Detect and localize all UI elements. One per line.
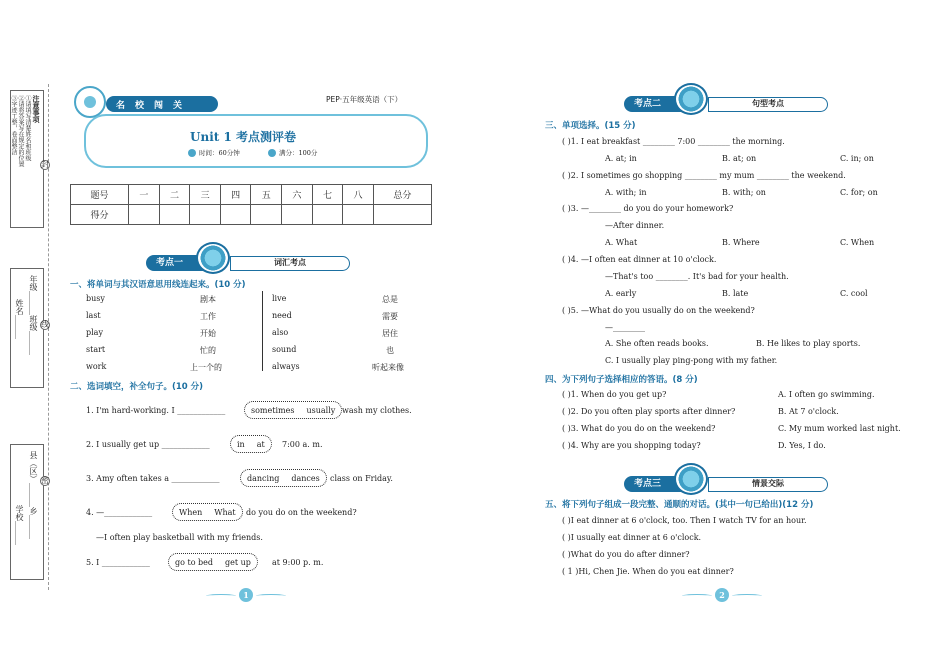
option: C. I usually play ping-pong with my father. — [605, 356, 778, 365]
brand-banner — [106, 96, 218, 112]
score-label: 满分：100分 — [279, 149, 318, 157]
score-cell[interactable] — [373, 205, 431, 225]
table-cell: 总分 — [373, 185, 431, 205]
word: need — [272, 311, 292, 320]
trophy-icon — [268, 149, 276, 157]
word: work — [86, 362, 107, 371]
answer-option: C. My mum worked last night. — [778, 424, 901, 433]
question-tail: wash my clothes. — [342, 406, 412, 415]
option: C. in; on — [840, 154, 874, 163]
choice: sometimes — [251, 405, 295, 415]
table-cell: 八 — [343, 185, 374, 205]
section-tag-vocab — [146, 252, 356, 274]
table-cell: 五 — [251, 185, 282, 205]
table-cell: 二 — [159, 185, 190, 205]
wave-decor — [732, 594, 762, 598]
dialogue-line: ( 1 )Hi, Chen Jie. When do you eat dinner? — [562, 567, 734, 576]
choice: at — [256, 439, 265, 449]
brand-char: 名 — [116, 100, 126, 111]
section-tag-sentence — [624, 93, 834, 115]
page-number-label: 1 — [239, 588, 253, 602]
score-table — [70, 184, 432, 225]
question: ( )3. —________ do you do your homework? — [562, 204, 734, 213]
page-number — [682, 588, 762, 604]
brand-char: 关 — [173, 100, 183, 111]
option: B. late — [722, 289, 749, 298]
meaning: 剧本 — [200, 295, 216, 304]
score-cell[interactable] — [312, 205, 343, 225]
table-cell: 得分 — [71, 205, 129, 225]
question: 4. —____________ — [86, 508, 153, 517]
section-heading: 三、单项选择。(15 分) — [545, 121, 636, 131]
question: ( )5. —What do you usually do on the weekend? — [562, 306, 755, 315]
table-cell: 六 — [282, 185, 313, 205]
question: ( )1. When do you get up? — [562, 390, 667, 399]
cut-mark: 密 — [41, 476, 49, 485]
question-tail: do you do on the weekend? — [246, 508, 357, 517]
option: A. early — [605, 289, 637, 298]
word: also — [272, 328, 289, 337]
word-choices — [168, 553, 258, 571]
table-cell: 题号 — [71, 185, 129, 205]
answer-option: D. Yes, I do. — [778, 441, 826, 450]
option: A. What — [605, 238, 638, 247]
clock-icon — [188, 149, 196, 157]
word: busy — [86, 294, 105, 303]
table-cell: 四 — [220, 185, 251, 205]
section-heading: 一、将单词与其汉语意思用线连起来。(10 分) — [70, 280, 246, 290]
question: ( )2. Do you often play sports after dinner? — [562, 407, 736, 416]
option: B. Where — [722, 238, 760, 247]
section-heading: 二、选词填空，补全句子。(10 分) — [70, 382, 204, 392]
score-cell[interactable] — [251, 205, 282, 225]
table-row — [71, 185, 432, 205]
table-cell: 七 — [312, 185, 343, 205]
tag-right: 词汇考点 — [230, 256, 350, 271]
question: 3. Amy often takes a ____________ — [86, 474, 220, 483]
question-tail: at 9:00 p. m. — [272, 558, 324, 567]
page-number — [206, 588, 286, 604]
word: sound — [272, 345, 297, 354]
score-cell[interactable] — [159, 205, 190, 225]
choice: dances — [291, 473, 320, 483]
score-cell[interactable] — [190, 205, 221, 225]
meaning: 开始 — [200, 329, 216, 338]
section-heading: 四、为下列句子选择相应的答语。(8 分) — [545, 375, 698, 385]
meaning: 也 — [386, 346, 394, 355]
section-heading: 五、将下列句子组成一段完整、通顺的对话。(其中一句已给出)(12 分) — [545, 500, 814, 510]
answer-line: —I often play basketball with my friends. — [96, 533, 263, 542]
answer-option: A. I often go swimming. — [778, 390, 875, 399]
question: 5. I ____________ — [86, 558, 150, 567]
answer-line: —That's too ________. It's bad for your health. — [605, 272, 789, 281]
notice-line: ①请填写清楚姓名和班级 — [24, 95, 31, 161]
option: C. When — [840, 238, 875, 247]
table-cell: 一 — [129, 185, 160, 205]
choice: usually — [306, 405, 336, 415]
notice-line: ②请将答案写在规定的位置 — [17, 95, 24, 167]
option: A. She often reads books. — [605, 339, 709, 348]
choice: What — [214, 507, 236, 517]
tree-icon — [674, 463, 708, 495]
word: always — [272, 362, 300, 371]
section-tag-dialogue — [624, 473, 834, 495]
page-number-label: 2 — [715, 588, 729, 602]
score-info — [268, 148, 317, 157]
tag-right: 句型考点 — [708, 97, 828, 112]
question-tail: 7:00 a. m. — [282, 440, 323, 449]
score-cell[interactable] — [343, 205, 374, 225]
option: A. with; in — [605, 188, 647, 197]
cut-mark: 封 — [41, 160, 49, 169]
school-box — [10, 444, 44, 580]
choice: in — [237, 439, 245, 449]
logo-icon — [74, 86, 106, 118]
meaning: 居住 — [382, 329, 398, 338]
divider — [262, 291, 263, 371]
meaning: 需要 — [382, 312, 398, 321]
answer-line: —________ — [605, 323, 645, 332]
dialogue-line: ( )What do you do after dinner? — [562, 550, 690, 559]
choice: get up — [225, 557, 251, 567]
meaning: 工作 — [200, 312, 216, 321]
name-label: 姓名______ — [15, 299, 24, 339]
dialogue-line: ( )I eat dinner at 6 o'clock, too. Then I watch TV for an hour. — [562, 516, 807, 525]
question: ( )2. I sometimes go shopping ________ my mum ________ the weekend. — [562, 171, 846, 180]
word: last — [86, 311, 101, 320]
tag-left: 考点三 — [624, 476, 684, 492]
meaning: 上一个的 — [190, 363, 222, 372]
option: B. with; on — [722, 188, 766, 197]
option: C. for; on — [840, 188, 878, 197]
class-label: 年级______班级______ — [29, 275, 38, 355]
school-label: 学校______ — [15, 505, 24, 545]
option: A. at; in — [605, 154, 637, 163]
series-label: PEP·五年级英语（下） — [326, 95, 403, 104]
question: ( )4. Why are you shopping today? — [562, 441, 701, 450]
word-choices — [172, 503, 243, 521]
question: 1. I'm hard-working. I ____________ — [86, 406, 226, 415]
class-name-box — [10, 268, 44, 388]
question: ( )1. I eat breakfast ________ 7:00 ________ the morning. — [562, 137, 785, 146]
brand-char: 校 — [135, 100, 145, 111]
wave-decor — [256, 594, 286, 598]
dialogue-line: ( )I usually eat dinner at 6 o'clock. — [562, 533, 702, 542]
notice-title: 注意事项 — [32, 95, 41, 123]
score-cell[interactable] — [282, 205, 313, 225]
exam-header — [70, 82, 432, 170]
score-cell[interactable] — [129, 205, 160, 225]
option: C. cool — [840, 289, 868, 298]
notice-line: ③字迹工整，卷面整洁 — [10, 95, 17, 155]
meaning: 忙的 — [200, 346, 216, 355]
question: ( )3. What do you do on the weekend? — [562, 424, 716, 433]
tag-left: 考点一 — [146, 255, 206, 271]
word: start — [86, 345, 106, 354]
word: play — [86, 328, 103, 337]
choice: go to bed — [175, 557, 214, 567]
page-title: Unit 1 考点测评卷 — [190, 130, 296, 144]
option: B. He likes to play sports. — [756, 339, 861, 348]
question: 2. I usually get up ____________ — [86, 440, 210, 449]
word: live — [272, 294, 287, 303]
question: ( )4. —I often eat dinner at 10 o'clock. — [562, 255, 717, 264]
time-label: 时间：60分钟 — [199, 149, 240, 157]
cut-mark: 线 — [41, 320, 49, 329]
score-cell[interactable] — [220, 205, 251, 225]
answer-line: —After dinner. — [605, 221, 665, 230]
choice: dancing — [247, 473, 280, 483]
choice: When — [179, 507, 203, 517]
time-info — [188, 148, 240, 157]
table-cell: 三 — [190, 185, 221, 205]
word-choices — [244, 401, 342, 419]
tag-right: 情景交际 — [708, 477, 828, 492]
table-row — [71, 205, 432, 225]
word-choices — [240, 469, 327, 487]
meaning: 听起来像 — [372, 363, 404, 372]
tag-left: 考点二 — [624, 96, 684, 112]
tree-icon — [674, 83, 708, 115]
notice-box — [10, 90, 44, 228]
county-label: 县（区）______乡______ — [29, 451, 38, 539]
brand-char: 闯 — [154, 100, 164, 111]
wave-decor — [206, 594, 236, 598]
answer-option: B. At 7 o'clock. — [778, 407, 839, 416]
option: B. at; on — [722, 154, 757, 163]
question-tail: class on Friday. — [330, 474, 393, 483]
word-choices — [230, 435, 272, 453]
tree-icon — [196, 242, 230, 274]
meaning: 总是 — [382, 295, 398, 304]
wave-decor — [682, 594, 712, 598]
